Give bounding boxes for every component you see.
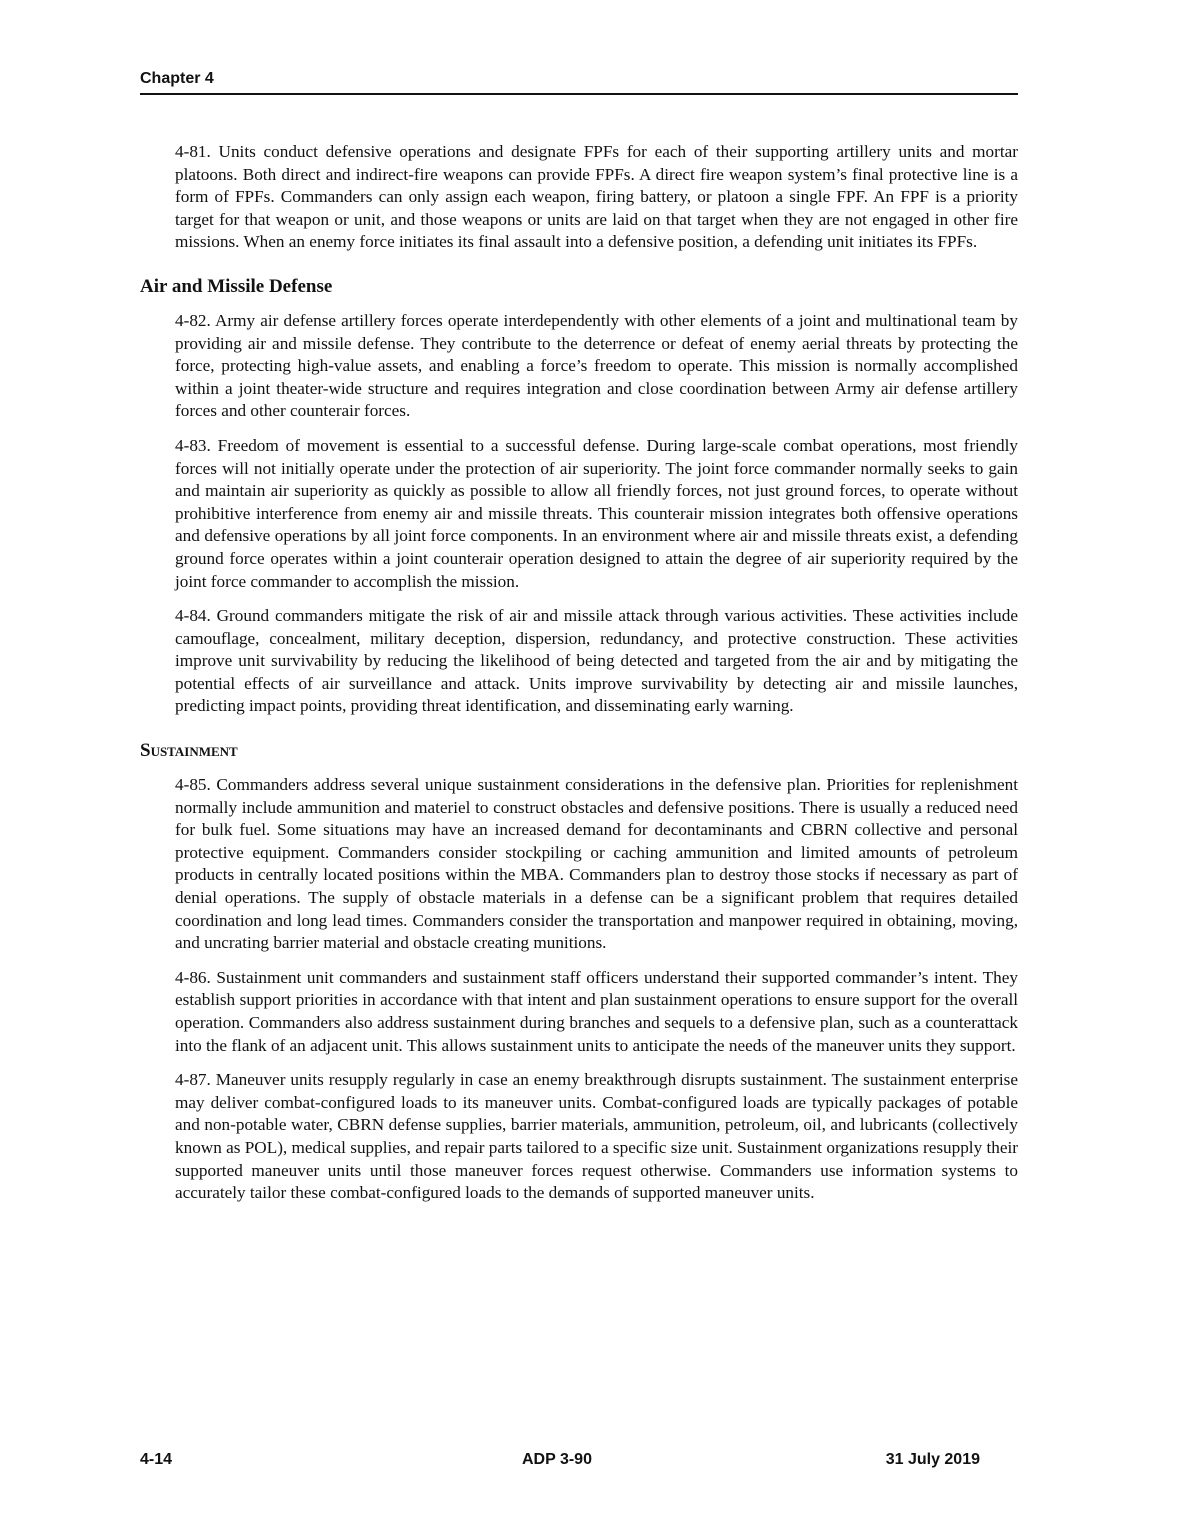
paragraph-4-82: 4-82. Army air defense artillery forces operate interdependently with other elements of a joint and multinational team by providing air and missile defense. They contribute to the deterrence or defeat of enemy aerial threats by protecting the force, protecting high-value assets, and enabling a force’s freedom to operate. This mission is normally accomplished within a joint theater-wide structure and requires integration and close coordination between Army air defense artillery forces and other counterair forces.: [175, 310, 1018, 421]
paragraph-4-85: 4-85. Commanders address several unique sustainment considerations in the defensive plan. Priorities for replenishment normally include ammunition and materiel to construct obstacles and defensive positions. There is usually a reduced need for bulk fuel. Some situations may have an increased demand for decontaminants and CBRN collective and personal protective equipment. Commanders consider stockpiling or caching ammunition and limited amounts of petroleum products in centrally located positions within the MBA. Commanders plan to destroy those stocks if necessary as part of denial operations. The supply of obstacle materials in a defense can be a significant problem that requires detailed coordination and long lead times. Commanders consider the transportation and manpower required in obtaining, moving, and uncrating barrier material and obstacle creating munitions.: [175, 775, 1018, 953]
section-heading-air-and-missile-defense: Air and Missile Defense: [140, 275, 333, 297]
page-number: 4-14: [140, 1451, 173, 1468]
chapter-label: Chapter 4: [140, 70, 214, 87]
running-footer: [140, 1451, 980, 1473]
publication-id: ADP 3-90: [522, 1451, 592, 1468]
running-header: [140, 70, 1018, 95]
paragraph-4-84: 4-84. Ground commanders mitigate the risk of air and missile attack through various activities. These activities include camouflage, concealment, military deception, dispersion, redundancy, and protective construction. These activities improve unit survivability by reducing the likelihood of being detected and targeted from the air and by mitigating the potential effects of air surveillance and attack. Units improve survivability by detecting air and missile launches, predicting impact points, providing threat identification, and disseminating early warning.: [175, 606, 1018, 716]
page-content: [140, 141, 1018, 1217]
publication-date: 31 July 2019: [885, 1451, 980, 1468]
paragraph-4-83: 4-83. Freedom of movement is essential to a successful defense. During large-scale combat operations, most friendly forces will not initially operate under the protection of air superiority. The joint force commander normally seeks to gain and maintain air superiority as quickly as possible to allow all friendly forces, not just ground forces, to operate without prohibitive interference from enemy air and missile threats. This counterair mission integrates both offensive operations and defensive operations by all joint force components. In an environment where air and missile threats exist, a defending ground force operates within a joint counterair operation designed to attain the degree of air superiority required by the joint force commander to accomplish the mission.: [175, 435, 1018, 591]
paragraph-4-87: 4-87. Maneuver units resupply regularly in case an enemy breakthrough disrupts sustainment. The sustainment enterprise may deliver combat-configured loads to its maneuver units. Combat-configured loads are typically packages of potable and non-potable water, CBRN defense supplies, barrier materials, ammunition, petroleum, oil, and lubricants (collectively known as POL), medical supplies, and repair parts tailored to a specific size unit. Sustainment organizations resupply their supported maneuver units until those maneuver forces request otherwise. Commanders use information systems to accurately tailor these combat-configured loads to the demands of supported maneuver units.: [175, 1070, 1018, 1203]
section-heading-sustainment: Sustainment: [140, 740, 238, 762]
paragraph-4-81: 4-81. Units conduct defensive operations and designate FPFs for each of their supporting artillery units and mortar platoons. Both direct and indirect-fire weapons can provide FPFs. A direct fire weapon system’s final protective line is a form of FPFs. Commanders can only assign each weapon, firing battery, or platoon a single FPF. An FPF is a priority target for that weapon or unit, and those weapons or units are laid on that target when they are not engaged in other fire missions. When an enemy force initiates its final assault into a defensive position, a defending unit initiates its FPFs.: [175, 142, 1018, 252]
paragraph-4-86: 4-86. Sustainment unit commanders and sustainment staff officers understand their supported commander’s intent. They establish support priorities in accordance with that intent and plan sustainment operations to ensure support for the overall operation. Commanders also address sustainment during branches and sequels to a defensive plan, such as a counterattack into the flank of an adjacent unit. This allows sustainment units to anticipate the needs of the maneuver units they support.: [175, 967, 1018, 1055]
